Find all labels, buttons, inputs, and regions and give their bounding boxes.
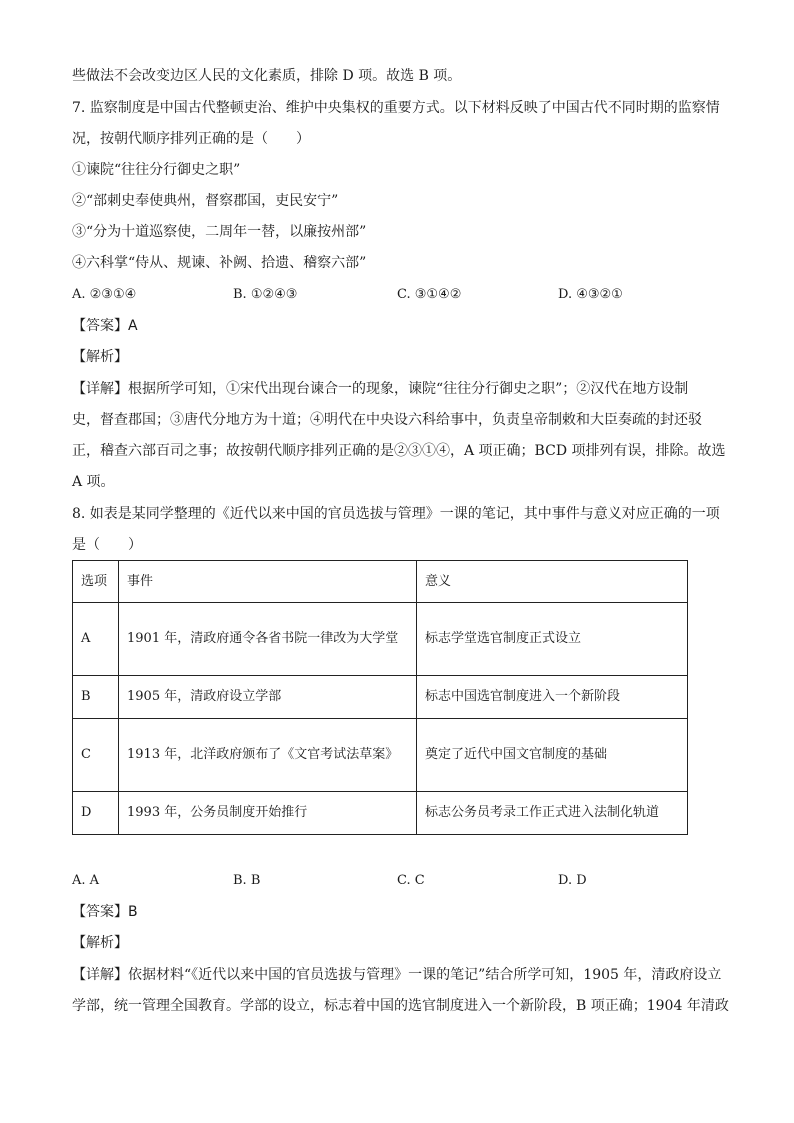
q8-analysis-label: 【解析】 (72, 935, 128, 951)
q8-notes-table (72, 560, 688, 835)
header-meaning: 意义 (417, 561, 688, 603)
q7-detail-line-2: 史，督查郡国；③唐代分地方为十道；④明代在中央设六科给事中，负责皇帝制敕和大臣奏疏的封还驳 (72, 412, 702, 428)
q8-option-d: D. D (558, 873, 587, 888)
q7-stem-line-1: 7. 监察制度是中国古代整顿吏治、维护中央集权的重要方式。以下材料反映了中国古代不同时期的监察情 (72, 100, 720, 116)
q7-detail-line-4: A 项。 (72, 474, 115, 490)
row-event: 1913 年，北洋政府颁布了《文官考试法草案》 (119, 719, 417, 792)
table-row (73, 676, 688, 719)
row-meaning: 标志中国选官制度进入一个新阶段 (417, 676, 688, 719)
q7-option-a: A. ②③①④ (72, 287, 137, 302)
q8-option-a: A. A (72, 873, 100, 888)
row-event: 1901 年，清政府通令各省书院一律改为大学堂 (119, 603, 417, 676)
header-event: 事件 (119, 561, 417, 603)
q7-material-3: ③“分为十道巡察使，二周年一替，以廉按州部” (72, 224, 367, 240)
table-row (73, 719, 688, 792)
q7-answer (72, 316, 722, 336)
row-event: 1905 年，清政府设立学部 (119, 676, 417, 719)
q8-option-b: B. B (233, 873, 261, 888)
header-option: 选项 (73, 561, 119, 603)
q7-options (72, 285, 722, 305)
q8-stem-line-1: 8. 如表是某同学整理的《近代以来中国的官员选拔与管理》一课的笔记，其中事件与意义对应正确的一项 (72, 506, 720, 522)
q7-stem-line-2: 况，按朝代顺序排列正确的是（ ） (72, 131, 310, 147)
q8-detail-line-2: 学部，统一管理全国教育。学部的设立，标志着中国的选官制度进入一个新阶段，B 项正确；1904 年清政 (72, 998, 729, 1014)
row-option: B (73, 676, 119, 719)
row-meaning: 标志公务员考录工作正式进入法制化轨道 (417, 792, 688, 835)
table-row (73, 792, 688, 835)
row-meaning: 标志学堂选官制度正式设立 (417, 603, 688, 676)
q7-detail-line-3: 正，稽查六部百司之事；故按朝代顺序排列正确的是②③①④，A 项正确；BCD 项排列有误，排除。故选 (72, 443, 726, 459)
q8-detail-line-1: 【详解】依据材料“《近代以来中国的官员选拔与管理》一课的笔记”结合所学可知，1905 年，清政府设立 (72, 967, 722, 983)
row-option: C (73, 719, 119, 792)
q7-option-c: C. ③①④② (397, 287, 462, 302)
q7-option-d: D. ④③②① (558, 287, 623, 302)
row-option: A (73, 603, 119, 676)
q7-detail-line-1: 【详解】根据所学可知，①宋代出现台谏合一的现象，谏院“往往分行御史之职”；②汉代在地方设制 (72, 381, 689, 397)
continued-text: 些做法不会改变边区人民的文化素质，排除 D 项。故选 B 项。 (72, 68, 462, 84)
row-meaning: 奠定了近代中国文官制度的基础 (417, 719, 688, 792)
q8-options (72, 871, 722, 891)
row-event: 1993 年，公务员制度开始推行 (119, 792, 417, 835)
table-row (73, 603, 688, 676)
q8-stem-line-2: 是（ ） (72, 537, 142, 553)
q7-answer-label: 【答案】 (72, 318, 128, 334)
q8-answer (72, 902, 722, 922)
q7-material-4: ④六科掌“侍从、规谏、补阙、拾遗、稽察六部” (72, 255, 367, 271)
q7-option-b: B. ①②④③ (233, 287, 298, 302)
q8-answer-label: 【答案】 (72, 904, 128, 920)
q7-answer-value: A (128, 318, 138, 334)
q8-option-c: C. C (397, 873, 425, 888)
row-option: D (73, 792, 119, 835)
table-header-row (73, 561, 688, 603)
q7-material-2: ②“部刺史奉使典州，督察郡国，吏民安宁” (72, 193, 339, 209)
q7-material-1: ①谏院“往往分行御史之职” (72, 162, 241, 178)
q8-answer-value: B (128, 904, 138, 920)
q7-analysis-label: 【解析】 (72, 349, 128, 365)
